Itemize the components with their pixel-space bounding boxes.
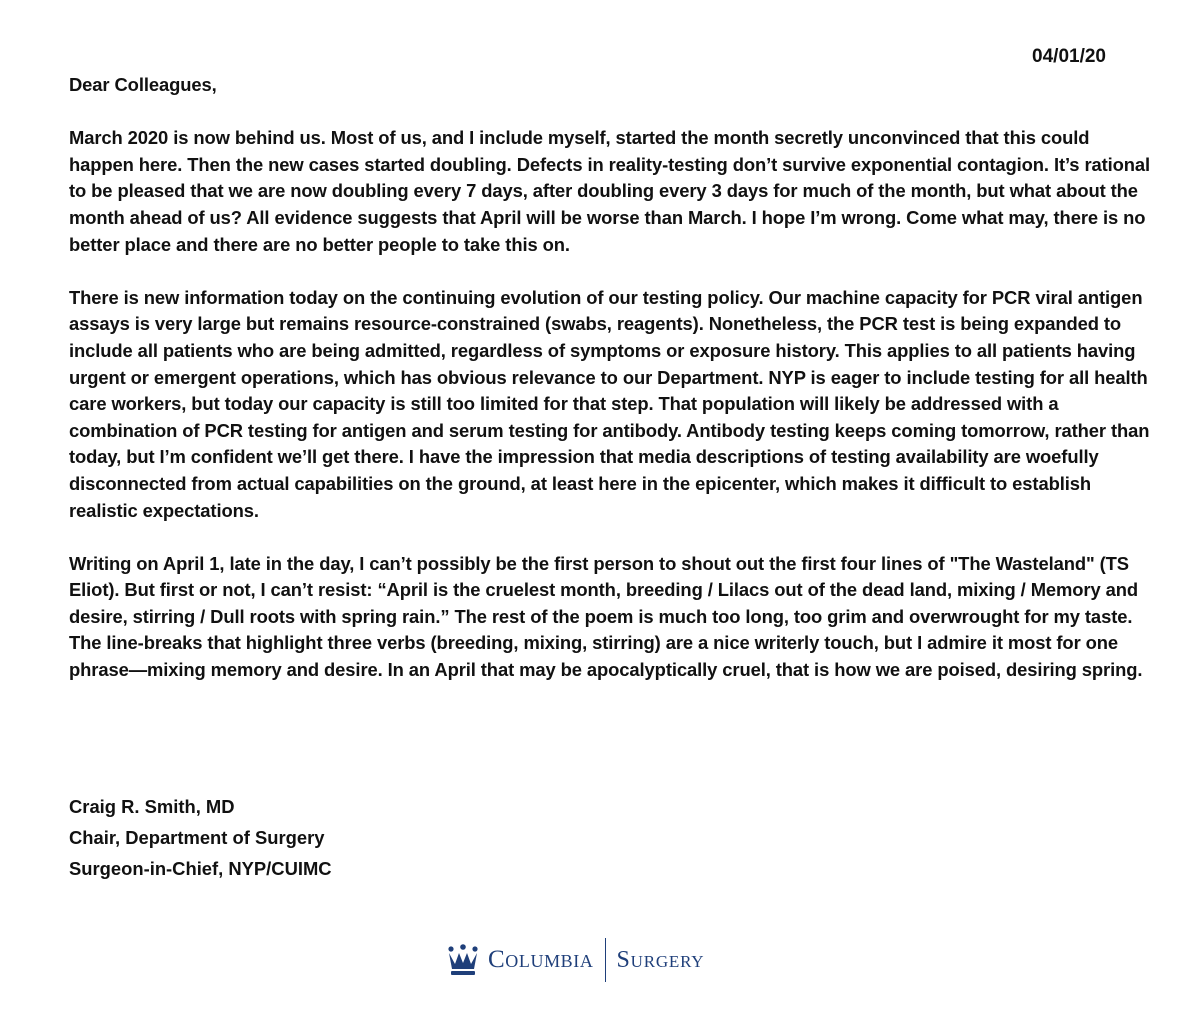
crown-icon — [447, 944, 479, 978]
signature-title-chair: Chair, Department of Surgery — [69, 827, 325, 848]
signature-title-surgeon: Surgeon-in-Chief, NYP/CUIMC — [69, 858, 332, 879]
columbia-surgery-logo — [447, 937, 704, 983]
logo-surgery-wordmark: Surgery — [616, 946, 705, 973]
paragraph-2: There is new information today on the continuing evolution of our testing policy. Our machine capacity for PCR viral antigen assays is very large but remains resource-constrained (swabs, reagents). Nonetheless, the PCR test is being expanded to include all patients who are being admitted, regardless of symptoms or exposure history. This applies to all patients having urgent or emergent operations, which has obvious relevance to our Department. NYP is eager to include testing for all health care workers, but today our capacity is still too limited for that step. That population will likely be addressed with a combination of PCR testing for antigen and serum testing for antibody. Antibody testing keeps coming tomorrow, rather than today, but I’m confident we’ll get there. I have the impression that media descriptions of testing availability are woefully disconnected from actual capabilities on the ground, at least here in the epicenter, which makes it difficult to establish realistic expectations. — [69, 286, 1150, 521]
signature-name: Craig R. Smith, MD — [69, 796, 235, 817]
logo-columbia-wordmark: Columbia — [488, 946, 594, 973]
paragraph-3: Writing on April 1, late in the day, I can’t possibly be the first person to shout out the first four lines of "The Wasteland" (TS Eliot). But first or not, I can’t resist: “April is the cruelest month, breeding / Lilacs out of the dead land, mixing / Memory and desire, stirring / Dull roots with spring rain.” The rest of the poem is much too long, too grim and overwrought for my taste. The line-breaks that highlight three verbs (breeding, mixing, stirring) are a nice writerly touch, but I admire it most for one phrase—mixing memory and desire. In an April that may be apocalyptically cruel, that is how we are poised, desiring spring. — [69, 552, 1143, 681]
signature-block — [69, 791, 332, 884]
salutation: Dear Colleagues, — [69, 74, 217, 95]
logo-divider — [605, 938, 606, 982]
letter-body — [69, 72, 1159, 710]
paragraph-1: March 2020 is now behind us. Most of us, and I include myself, started the month secretly unconvinced that this could happen here. Then the new cases started doubling. Defects in reality-testing don’t survive exponential contagion. It’s rational to be pleased that we are now doubling every 7 days, after doubling every 3 days for much of the month, but what about the month ahead of us? All evidence suggests that April will be worse than March. I hope I’m wrong. Come what may, there is no better place and there are no better people to take this on. — [69, 127, 1151, 255]
letter-date: 04/01/20 — [1032, 46, 1106, 67]
